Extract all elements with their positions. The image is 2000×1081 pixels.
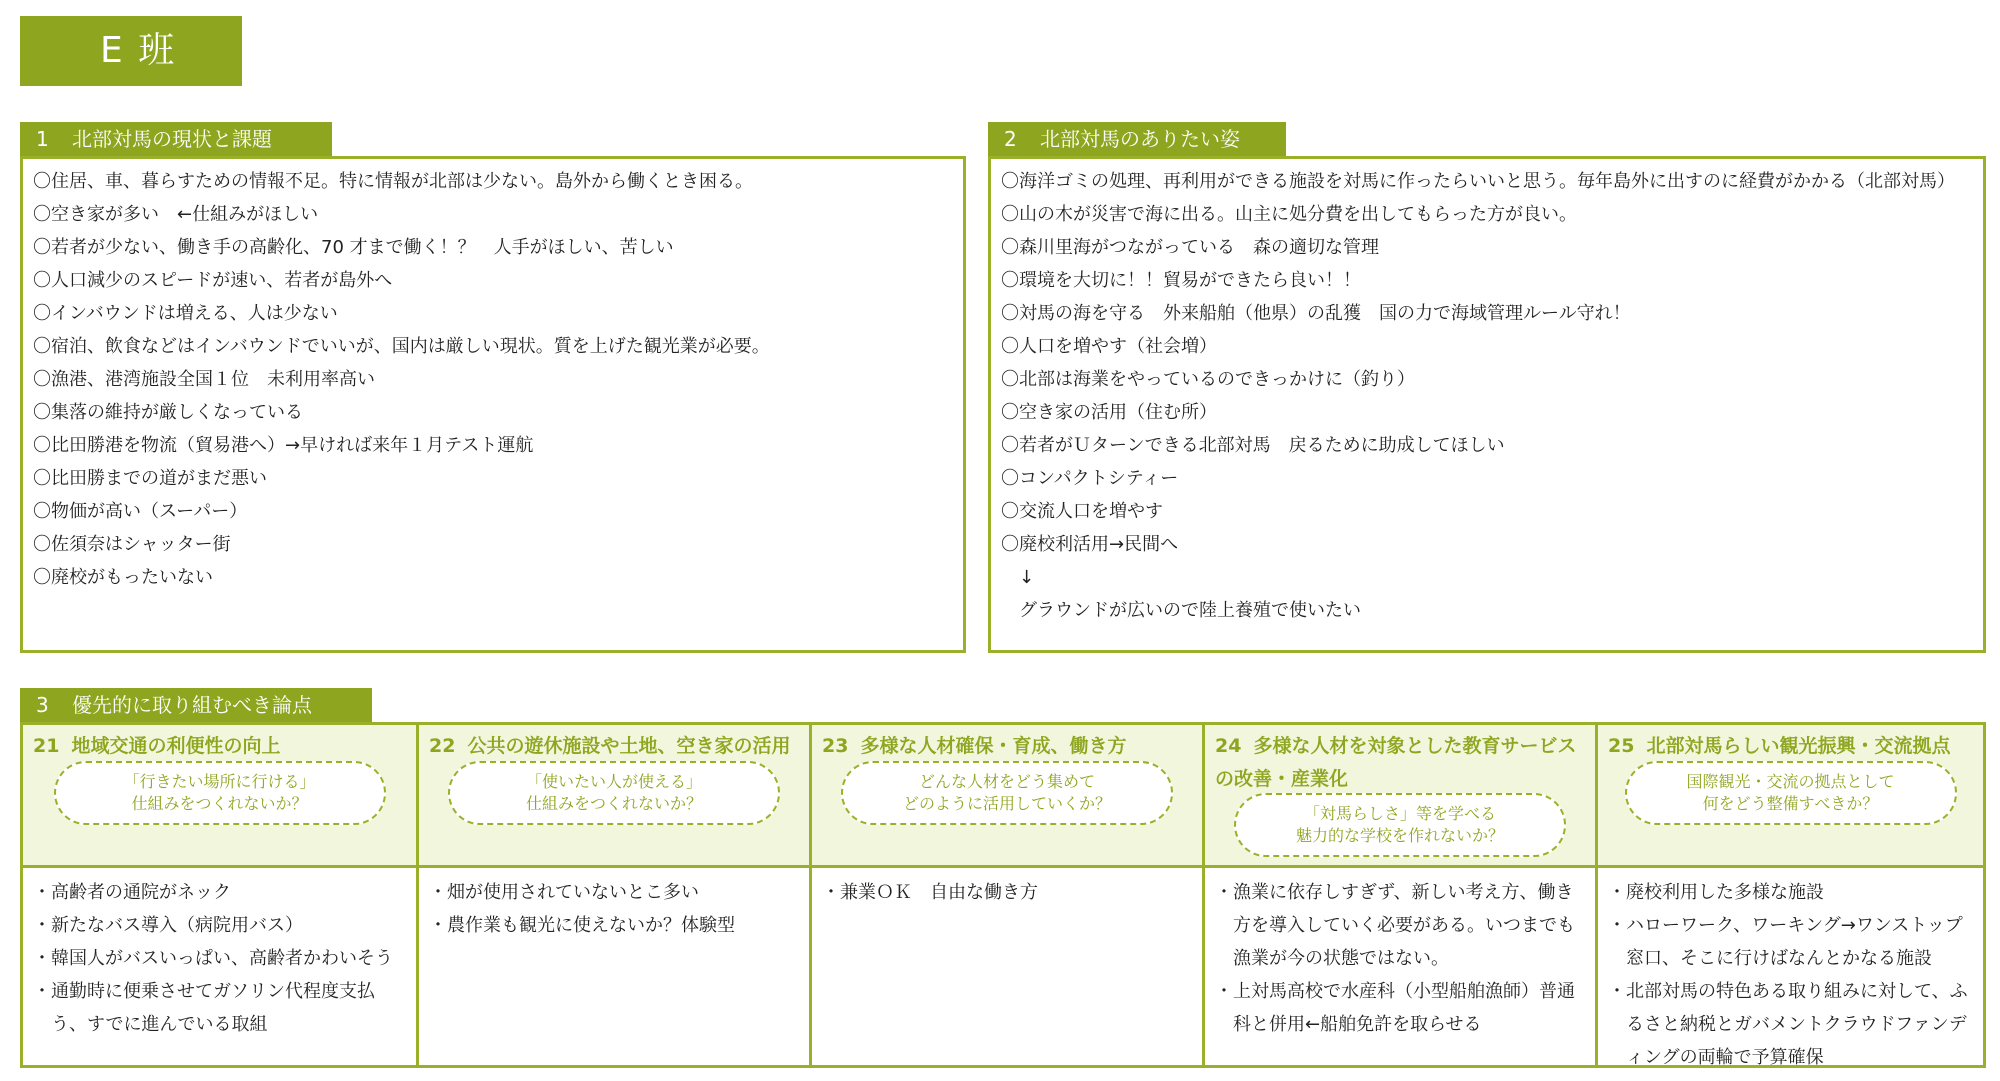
section2-heading xyxy=(988,122,1286,156)
topic-column-24 xyxy=(1202,725,1595,1065)
question-line: 「使いたい人が使える」 xyxy=(525,772,702,791)
question-line: どのように活用していくか？ xyxy=(902,794,1111,813)
topic-header xyxy=(812,725,1202,868)
list-item: 〇対馬の海を守る 外来船舶（他県）の乱獲 国の力で海域管理ルール守れ！ xyxy=(1001,303,1631,324)
section2-title: 北部対馬のありたい姿 xyxy=(1040,127,1240,151)
list-item: グラウンドが広いので陸上養殖で使いたい xyxy=(1019,600,1361,621)
list-item: ・北部対馬の特色ある取り組みに対して、ふるさと納税とガバメントクラウドファンディングの両輪で予算確保 xyxy=(1608,981,1968,1068)
section1-heading xyxy=(20,122,332,156)
topic-title-text: 公共の遊休施設や土地、空き家の活用 xyxy=(467,735,791,757)
section1-number: 1 xyxy=(36,127,49,151)
list-item: 〇集落の維持が厳しくなっている xyxy=(33,402,303,423)
list-item: ・新たなバス導入（病院用バス） xyxy=(33,915,303,936)
list-item: ・農作業も観光に使えないか？体験型 xyxy=(429,915,735,936)
topic-title xyxy=(23,725,416,763)
topic-column-22 xyxy=(416,725,809,1065)
list-item: 〇人口を増やす（社会増） xyxy=(1001,336,1217,357)
list-item: ・通勤時に便乗させてガソリン代程度支払う、すでに進んでいる取組 xyxy=(33,981,375,1035)
topic-title-text: 北部対馬らしい観光振興・交流拠点 xyxy=(1646,735,1951,757)
list-item: 〇人口減少のスピードが速い、若者が島外へ xyxy=(33,270,393,291)
list-item: 〇海洋ゴミの処理、再利用ができる施設を対馬に作ったらいいと思う。毎年島外に出すのに経費がかかる（北部対馬） xyxy=(1001,171,1955,192)
list-item: 〇北部は海業をやっているのできっかけに（釣り） xyxy=(1001,369,1415,390)
section2-list xyxy=(991,159,1983,627)
list-item: 〇宿泊、飲食などはインバウンドでいいが、国内は厳しい現状。質を上げた観光業が必要。 xyxy=(33,336,770,357)
list-item: ・畑が使用されていないとこ多い xyxy=(429,882,699,903)
list-item: 〇空き家の活用（住む所） xyxy=(1001,402,1217,423)
list-item: 〇若者がＵターンできる北部対馬 戻るために助成してほしい xyxy=(1001,435,1505,456)
topic-list xyxy=(812,868,1202,909)
list-item: 〇廃校がもったいない xyxy=(33,567,213,588)
list-item: 〇交流人口を増やす xyxy=(1001,501,1163,522)
topic-list xyxy=(1598,868,1983,1074)
topic-header xyxy=(1598,725,1983,868)
topic-title-text: 多様な人材確保・育成、働き方 xyxy=(860,735,1127,757)
section3-title: 優先的に取り組むべき論点 xyxy=(72,693,312,717)
topic-list xyxy=(1205,868,1595,1041)
list-item: ・廃校利用した多様な施設 xyxy=(1608,882,1824,903)
list-item: ・兼業ＯＫ 自由な働き方 xyxy=(822,882,1038,903)
question-line: 魅力的な学校を作れないか？ xyxy=(1295,826,1504,845)
down-arrow: ↓ xyxy=(1019,567,1035,588)
topic-column-23 xyxy=(809,725,1202,1065)
list-item: ・ハローワーク、ワーキング→ワンストップ窓口、そこに行けばなんとかなる施設 xyxy=(1608,915,1963,969)
topic-list xyxy=(419,868,809,942)
topic-title-text: 多様な人材を対象とした教育サービスの改善・産業化 xyxy=(1215,735,1577,790)
list-item: 〇若者が少ない、働き手の高齢化、70 才まで働く！？ 人手がほしい、苦しい xyxy=(33,237,674,258)
question-line: 仕組みをつくれないか？ xyxy=(525,794,702,813)
topic-column-21 xyxy=(23,725,416,1065)
topic-header xyxy=(1205,725,1595,868)
question-line: 何をどう整備すべきか？ xyxy=(1702,794,1879,813)
section3-heading xyxy=(20,688,372,722)
section1-title: 北部対馬の現状と課題 xyxy=(72,127,272,151)
topic-title-text: 地域交通の利便性の向上 xyxy=(71,735,281,757)
question-line: 「行きたい場所に行ける」 xyxy=(123,772,316,791)
section1-list xyxy=(23,159,963,594)
question-line: 「対馬らしさ」等を学べる xyxy=(1303,804,1496,823)
topic-title xyxy=(419,725,809,763)
list-item: 〇物価が高い（スーパー） xyxy=(33,501,248,522)
list-item: 〇比田勝までの道がまだ悪い xyxy=(33,468,267,489)
list-item: 〇山の木が災害で海に出る。山主に処分費を出してもらった方が良い。 xyxy=(1001,204,1577,225)
topic-column-25 xyxy=(1595,725,1983,1068)
section2-number: 2 xyxy=(1004,127,1017,151)
topic-number: 22 xyxy=(429,735,456,757)
question-line: どんな人材をどう集めて xyxy=(918,772,1095,791)
question-line: 国際観光・交流の拠点として xyxy=(1686,772,1895,791)
topic-title xyxy=(812,725,1202,763)
list-item: ・韓国人がバスいっぱい、高齢者かわいそう xyxy=(33,948,393,969)
list-item: 〇インバウンドは増える、人は少ない xyxy=(33,303,338,324)
list-item: 〇比田勝港を物流（貿易港へ）→早ければ来年１月テスト運航 xyxy=(33,435,534,456)
list-item: ・高齢者の通院がネック xyxy=(33,882,231,903)
topic-title xyxy=(1598,725,1983,763)
question-bubble xyxy=(54,761,386,825)
section2-panel xyxy=(988,156,1986,653)
group-title-badge xyxy=(20,16,242,86)
topic-number: 24 xyxy=(1215,735,1242,757)
list-item: 〇コンパクトシティー xyxy=(1001,468,1179,489)
list-item: 〇森川里海がつながっている 森の適切な管理 xyxy=(1001,237,1379,258)
topic-header xyxy=(23,725,416,868)
section1-panel xyxy=(20,156,966,653)
topic-title xyxy=(1205,725,1595,796)
list-item: 〇漁港、港湾施設全国１位 未利用率高い xyxy=(33,369,375,390)
section3-panel xyxy=(20,722,1986,1068)
list-item: 〇佐須奈はシャッター街 xyxy=(33,534,231,555)
topic-number: 21 xyxy=(33,735,60,757)
question-bubble xyxy=(448,761,780,825)
list-item: 〇環境を大切に！！貿易ができたら良い！！ xyxy=(1001,270,1361,291)
question-bubble xyxy=(841,761,1173,825)
list-item: ・漁業に依存しすぎず、新しい考え方、働き方を導入していく必要がある。いつまでも漁業が今の状態ではない。 xyxy=(1215,882,1575,969)
question-line: 仕組みをつくれないか？ xyxy=(131,794,308,813)
topic-header xyxy=(419,725,809,868)
topic-number: 25 xyxy=(1608,735,1635,757)
list-item: 〇住居、車、暮らすための情報不足。特に情報が北部は少ない。島外から働くとき困る。 xyxy=(33,171,753,192)
group-title: E 班 xyxy=(100,30,177,71)
topic-number: 23 xyxy=(822,735,849,757)
list-item: ・上対馬高校で水産科（小型船舶漁師）普通科と併用←船舶免許を取らせる xyxy=(1215,981,1575,1035)
topic-list xyxy=(23,868,416,1041)
section3-number: 3 xyxy=(36,693,49,717)
list-item: 〇空き家が多い ←仕組みがほしい xyxy=(33,204,319,225)
list-item: 〇廃校利活用→民間へ xyxy=(1001,534,1179,555)
question-bubble xyxy=(1625,761,1957,825)
question-bubble xyxy=(1234,793,1566,857)
